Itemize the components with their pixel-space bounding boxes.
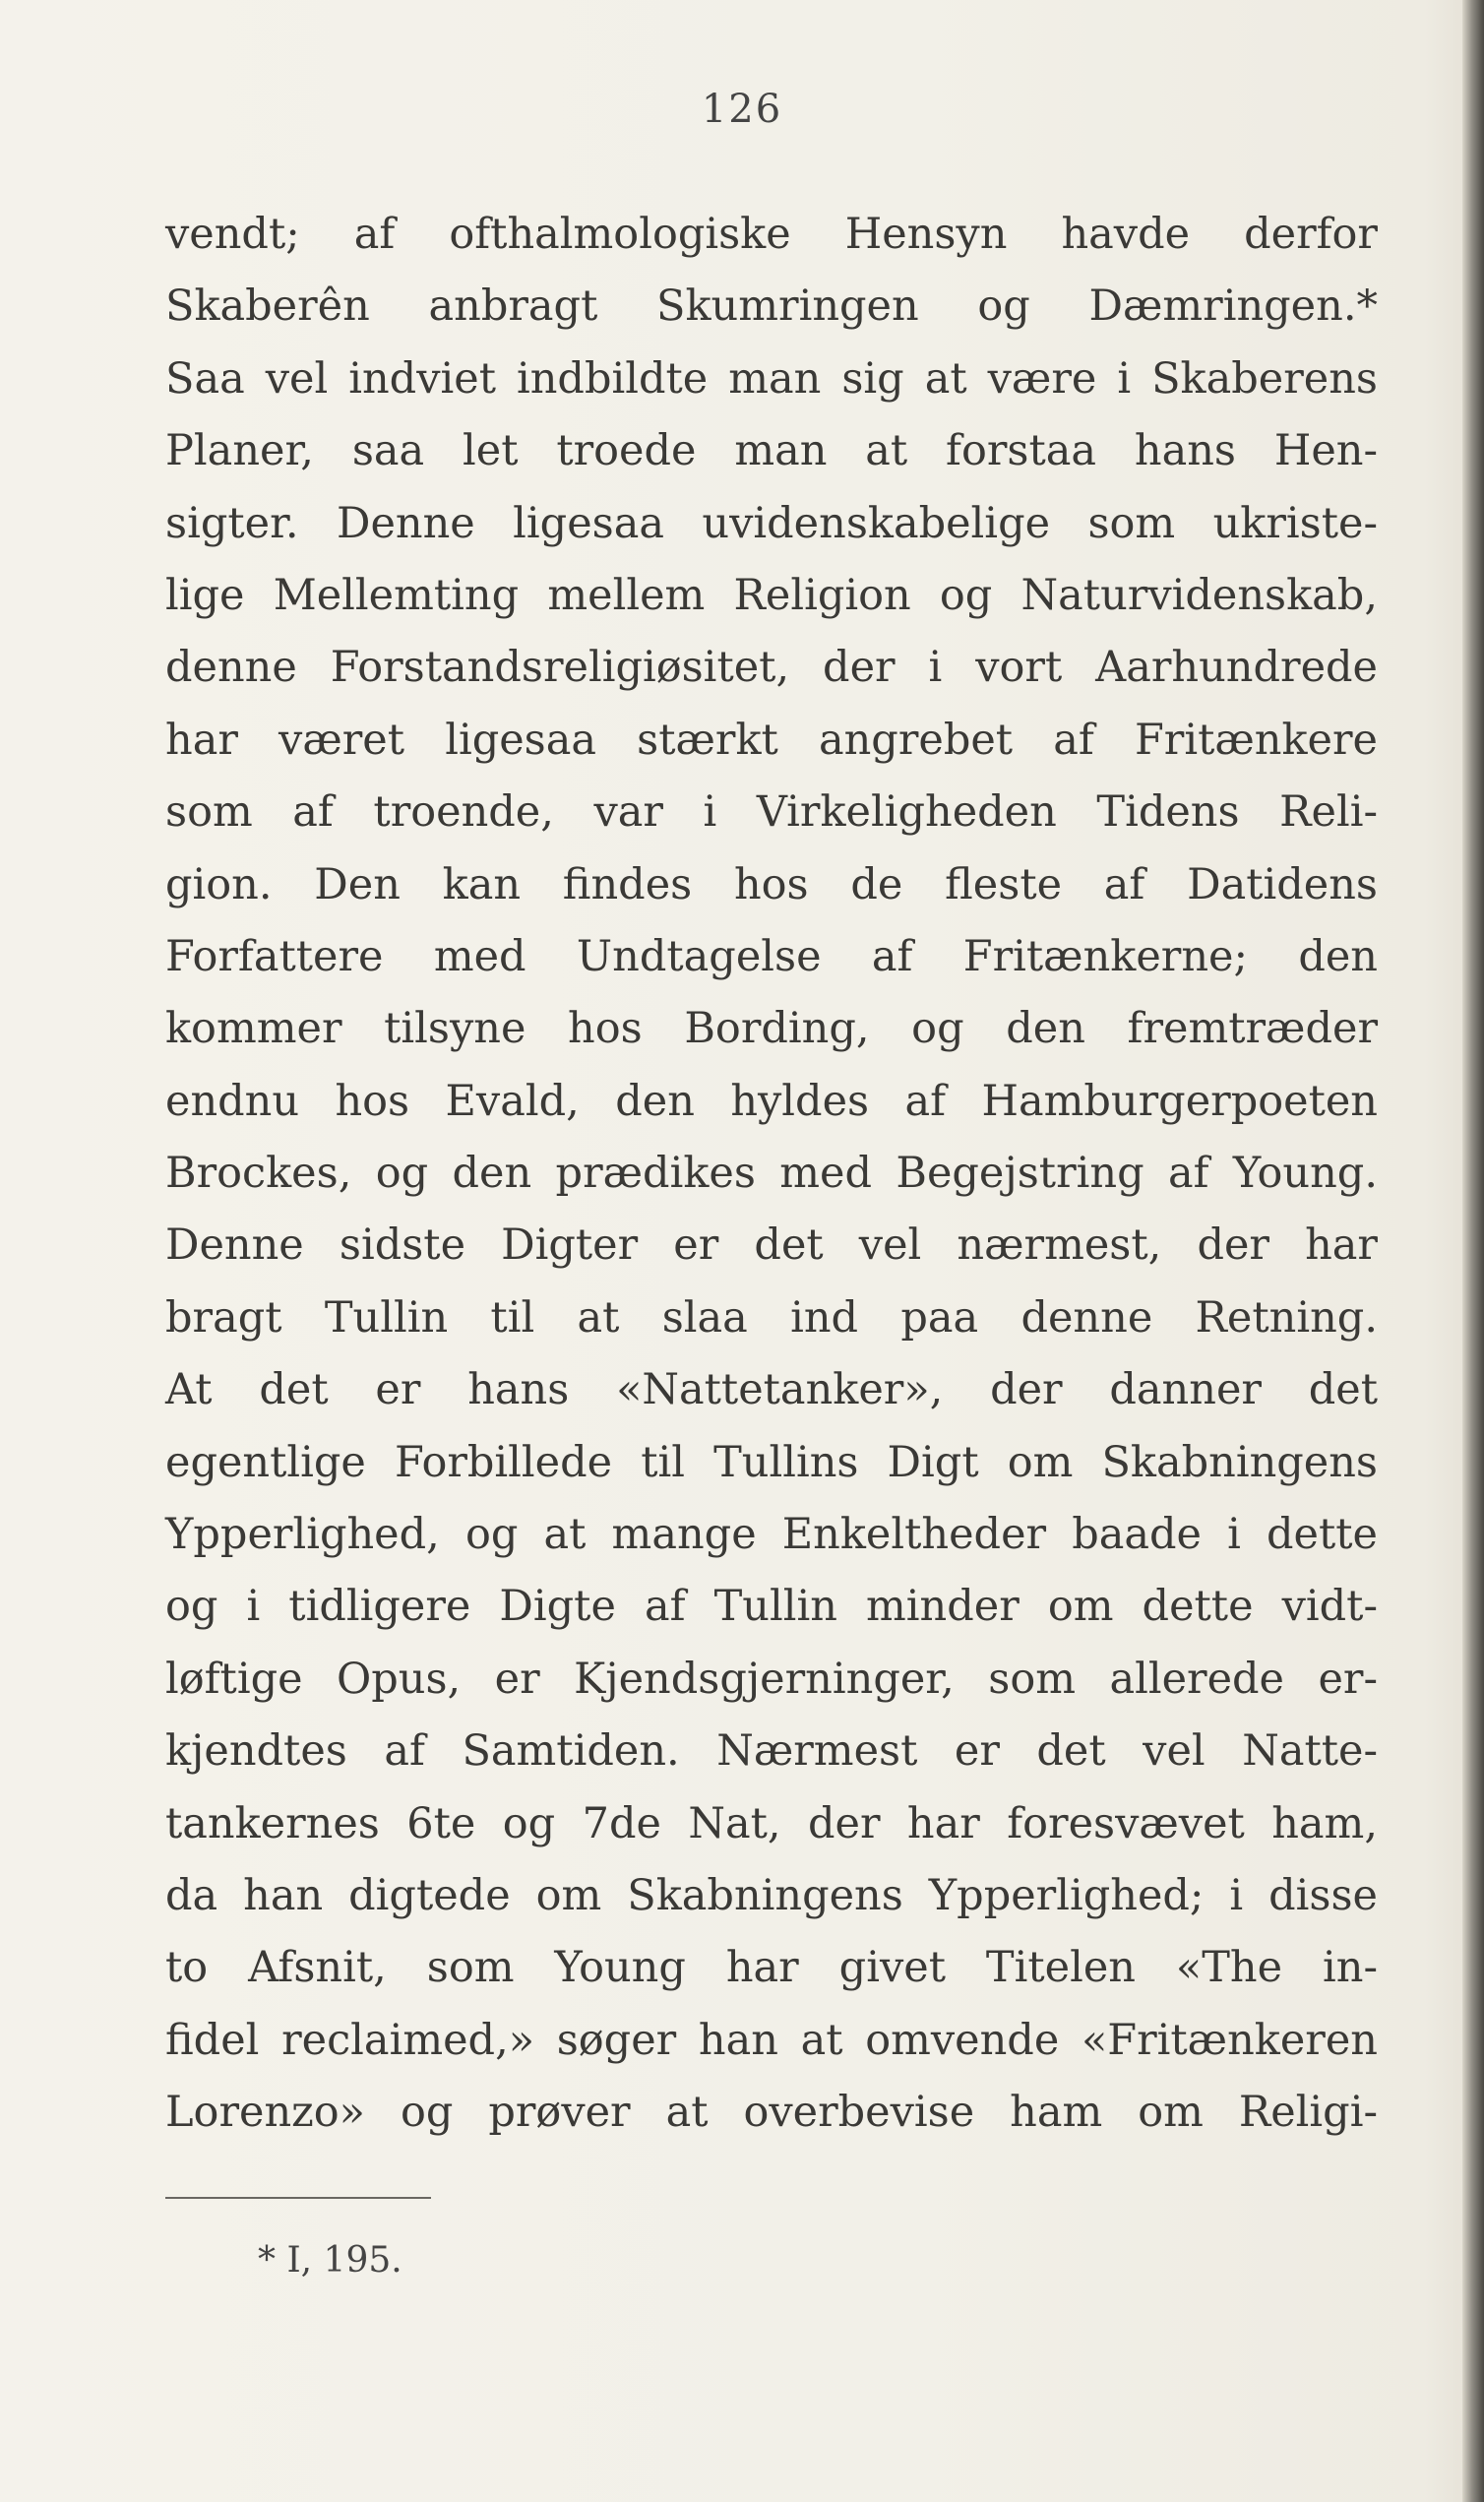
body-text — [165, 199, 1378, 2150]
footnote: * I, 195. — [258, 2240, 402, 2281]
text-line: vendt; af ofthalmologiske Hensyn havde derfor — [165, 210, 1378, 259]
text-line: denne Forstandsreligiøsitet, der i vort Aarhundrede — [165, 643, 1378, 693]
text-line: har været ligesaa stærkt angrebet af Fritænkere — [165, 715, 1378, 765]
text-line: og i tidligere Digte af Tullin minder om dette vidt- — [165, 1582, 1378, 1632]
text-line: som af troende, var i Virkeligheden Tidens Reli- — [165, 787, 1378, 838]
text-line: kjendtes af Samtiden. Nærmest er det vel Natte- — [165, 1726, 1378, 1777]
text-line: Forfattere med Undtagelse af Fritænkerne; den — [165, 931, 1378, 981]
text-line: endnu hos Evald, den hyldes af Hamburgerpoeten — [165, 1076, 1378, 1126]
page-edge — [1462, 0, 1484, 2502]
text-line: Skaberên anbragt Skumringen og Dæmringen.* — [165, 281, 1378, 332]
text-line: to Afsnit, som Young har givet Titelen «The in- — [165, 1943, 1378, 1993]
text-line: kommer tilsyne hos Bording, og den fremtræder — [165, 1004, 1378, 1054]
text-line: Ypperlighed, og at mange Enkeltheder baade i dette — [165, 1510, 1378, 1560]
page-number: 126 — [701, 87, 783, 132]
text-line: Denne sidste Digter er det vel nærmest, der har — [165, 1220, 1378, 1271]
text-line: fidel reclaimed,» søger han at omvende «Fritænkeren — [165, 2015, 1378, 2065]
text-line: Brockes, og den prædikes med Begejstring af Young. — [165, 1149, 1378, 1199]
text-line: Lorenzo» og prøver at overbevise ham om Religi- — [165, 2088, 1378, 2138]
text-line: sigter. Denne ligesaa uvidenskabelige som ukriste- — [165, 498, 1378, 548]
text-line: Saa vel indviet indbildte man sig at være i Skaberens — [165, 353, 1378, 404]
text-line: da han digtede om Skabningens Ypperlighed; i disse — [165, 1870, 1378, 1920]
text-line: Planer, saa let troede man at forstaa hans Hen- — [165, 426, 1378, 476]
text-line: løftige Opus, er Kjendsgjerninger, som allerede er- — [165, 1654, 1378, 1704]
footnote-divider — [165, 2197, 431, 2199]
text-line: tankernes 6te og 7de Nat, der har foresvævet ham, — [165, 1798, 1378, 1848]
text-line: bragt Tullin til at slaa ind paa denne Retning. — [165, 1292, 1378, 1343]
text-line: egentlige Forbillede til Tullins Digt om Skabningens — [165, 1437, 1378, 1487]
text-line: lige Mellemting mellem Religion og Naturvidenskab, — [165, 570, 1378, 620]
text-line: At det er hans «Nattetanker», der danner det — [165, 1365, 1378, 1415]
text-line: gion. Den kan findes hos de fleste af Datidens — [165, 859, 1378, 909]
